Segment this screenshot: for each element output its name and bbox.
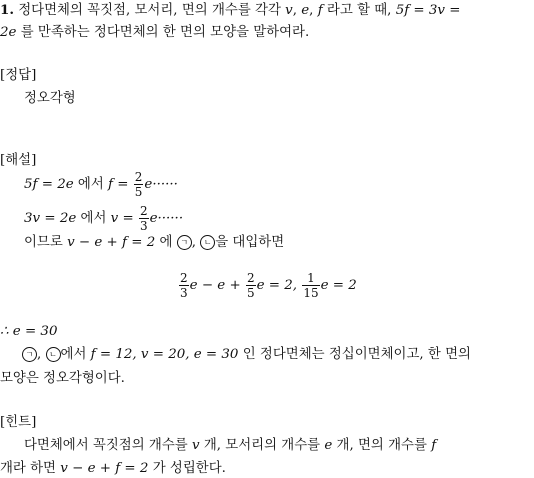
problem-equation-2: 2e <box>0 25 17 40</box>
circled-giyeok-icon: ㄱ <box>177 235 192 250</box>
text-imeuro: 이므로 <box>24 235 68 250</box>
hint-line-1: 다면체에서 꼭짓점의 개수를 v 개, 모서리의 개수를 e 개, 면의 개수를 f <box>24 438 437 453</box>
eq-3v-2e: 3v = 2e <box>24 211 77 226</box>
frac-num: 2 <box>134 170 143 184</box>
solution-line-3: 이므로 v − e + f = 2 에 ㄱ , ㄴ 을 대입하면 <box>24 235 285 250</box>
hint-label: [힌트] <box>0 415 37 430</box>
circled-nieun-icon: ㄴ <box>46 347 61 362</box>
text-eseo-1: 에서 <box>73 177 109 192</box>
text-substitute: 을 대입하면 <box>215 235 285 250</box>
problem-line-2 <box>0 24 309 42</box>
fraction-2-3-display: $\frac{2}{3}$ <box>180 271 188 300</box>
circled-nieun-icon: ㄴ <box>200 235 215 250</box>
text-conclusion: 인 정다면체는 정십이면체이고, 한 면의 <box>238 347 471 362</box>
fraction-2-5-display: $\frac{2}{5}$ <box>246 271 255 300</box>
values-fve: f = 12, v = 20, e = 30 <box>90 347 239 362</box>
frac-den: 3 <box>139 219 148 233</box>
text-e: 에 <box>155 235 177 250</box>
hint-line-2: 개라 하면 v − e + f = 2 가 성립한다. <box>0 461 226 476</box>
hint-euler-equation: v − e + f = 2 <box>60 461 149 476</box>
problem-equation-1: 5f = 3v = <box>395 3 461 18</box>
eq-5f-2e: 5f = 2e <box>24 177 74 192</box>
fraction-2-5 <box>134 171 144 198</box>
f-equals: f = <box>108 177 133 192</box>
problem-text-a: 정다면체의 꼭짓점, 모서리, 면의 개수를 각각 <box>18 3 286 18</box>
therefore-line: ∴ e = 30 <box>0 324 58 339</box>
display-equation: $\frac{2}{3}$ e − e + $\frac{2}{5}$ e = 2, $\frac{1}{15}$ e = 2 <box>180 271 357 300</box>
problem-number: 1. <box>0 2 14 18</box>
text-eseo-2: 에서 <box>76 211 111 226</box>
fraction-2-3 <box>139 205 149 232</box>
e-dots-1: e······ <box>144 177 178 192</box>
var-f: f <box>317 3 323 18</box>
fraction-1-15-display: $\frac{1}{15}$ <box>303 271 319 300</box>
problem-text-c: 를 만족하는 정다면체의 한 면의 모양을 말하여라. <box>16 25 310 40</box>
frac-den: 5 <box>134 185 143 199</box>
euler-equation: v − e + f = 2 <box>67 235 156 250</box>
solution-label: [해설] <box>0 153 37 168</box>
var-v: v <box>285 3 293 18</box>
solution-line-5: ㄱ , ㄴ 에서 f = 12, v = 20, e = 30 인 정다면체는 정십이면체이고, 한 면의 <box>22 346 471 364</box>
answer-text: 정오각형 <box>24 91 76 106</box>
var-e: e <box>301 3 310 18</box>
v-equals: v = <box>110 211 138 226</box>
e-dots-2: e······ <box>149 211 184 226</box>
answer-label: [정답] <box>0 68 37 83</box>
solution-line-6: 모양은 정오각형이다. <box>0 371 125 386</box>
circled-giyeok-icon: ㄱ <box>22 347 37 362</box>
problem-line-1: 1. 정다면체의 꼭짓점, 모서리, 면의 개수를 각각 v, e, f 라고 할 때, 5f = 3v = <box>0 2 461 18</box>
frac-num: 2 <box>139 204 148 218</box>
problem-text-b: 라고 할 때, <box>322 3 396 18</box>
